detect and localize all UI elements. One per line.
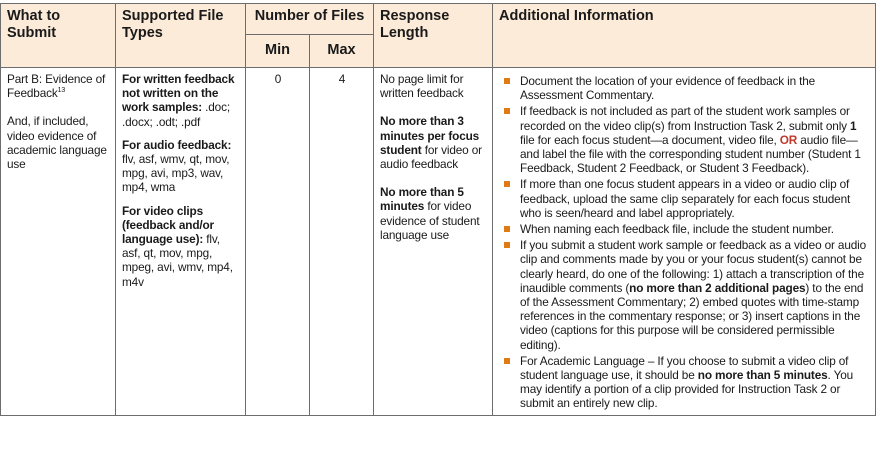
cell-min-files: 0 <box>246 68 310 416</box>
square-bullet-icon <box>504 226 510 232</box>
list-item: When naming each feedback file, include the student number. <box>499 222 870 236</box>
cell-response-length <box>374 68 493 416</box>
list-item: If more than one focus student appears in a video or audio clip of feedback, upload the same clip separately for each focus student who is seen/heard and label appropriately. <box>499 177 870 220</box>
list-item: For Academic Language – If you choose to submit a video clip of student language use, it should be no more than 5 minutes. You may identify a portion of a clip provided for Instruction Task 2 or submit an entirely new clip. <box>499 354 870 411</box>
header-row <box>1 4 876 35</box>
part-b-label: Part B: Evidence of Feedback$^{13}$ <box>7 72 106 101</box>
footnote-marker: 13 <box>57 87 66 95</box>
header-additional-information: Additional Information <box>493 4 876 68</box>
square-bullet-icon <box>504 181 510 187</box>
header-max: Max <box>310 35 374 68</box>
cell-additional-information <box>493 68 876 416</box>
header-number-of-files: Number of Files <box>246 4 374 35</box>
video-clip-types: For video clips (feedback and/or language use): flv, asf, qt, mov, mpg, mpeg, avi, wmv, mp4, m4v <box>122 203 233 289</box>
square-bullet-icon <box>504 78 510 84</box>
header-min: Min <box>246 35 310 68</box>
table-row <box>1 68 876 416</box>
header-what-to-submit: What to Submit <box>1 4 116 68</box>
cell-what-to-submit <box>1 68 116 416</box>
additional-info-list <box>499 74 870 411</box>
response-written: No page limit for written feedback <box>380 72 464 101</box>
cell-max-files: 4 <box>310 68 374 416</box>
header-supported-file-types: Supported File Types <box>116 4 246 68</box>
submission-requirements-table <box>0 3 876 416</box>
header-response-length: Response Length <box>374 4 493 68</box>
response-video-audio: No more than 3 minutes per focus student for video or audio feedback <box>380 114 482 172</box>
square-bullet-icon <box>504 108 510 114</box>
video-evidence-label: And, if included, video evidence of academic language use <box>7 114 107 172</box>
response-language-use: No more than 5 minutes for video evidence of student language use <box>380 185 480 242</box>
list-item: If you submit a student work sample or feedback as a video or audio clip and comments made by you or your focus student(s) cannot be clearly heard, do one of the following: 1) attach a transcription of the inaudible comments (no more than 2 additional pages) to the end of the Assessment Commentary; 2) embed quotes with time-stamp references in the commentary response; or 3) insert captions in the video (captions for this purpose will be considered permissible editing). <box>499 238 870 352</box>
cell-file-types <box>116 68 246 416</box>
written-feedback-types: For written feedback not written on the work samples: .doc; .docx; .odt; .pdf <box>122 72 235 129</box>
square-bullet-icon <box>504 358 510 364</box>
list-item: If feedback is not included as part of the student work samples or recorded on the video clip(s) from Instruction Task 2, submit only 1 file for each focus student—a document, video file, OR audio file—and label the file with the corresponding student number (Student 1 Feedback, Student 2 Feedback, or Student 3 Feedback). <box>499 104 870 175</box>
square-bullet-icon <box>504 242 510 248</box>
audio-feedback-types: For audio feedback: flv, asf, wmv, qt, mov, mpg, avi, mp3, wav, mp4, wma <box>122 137 232 195</box>
list-item: Document the location of your evidence of feedback in the Assessment Commentary. <box>499 74 870 102</box>
